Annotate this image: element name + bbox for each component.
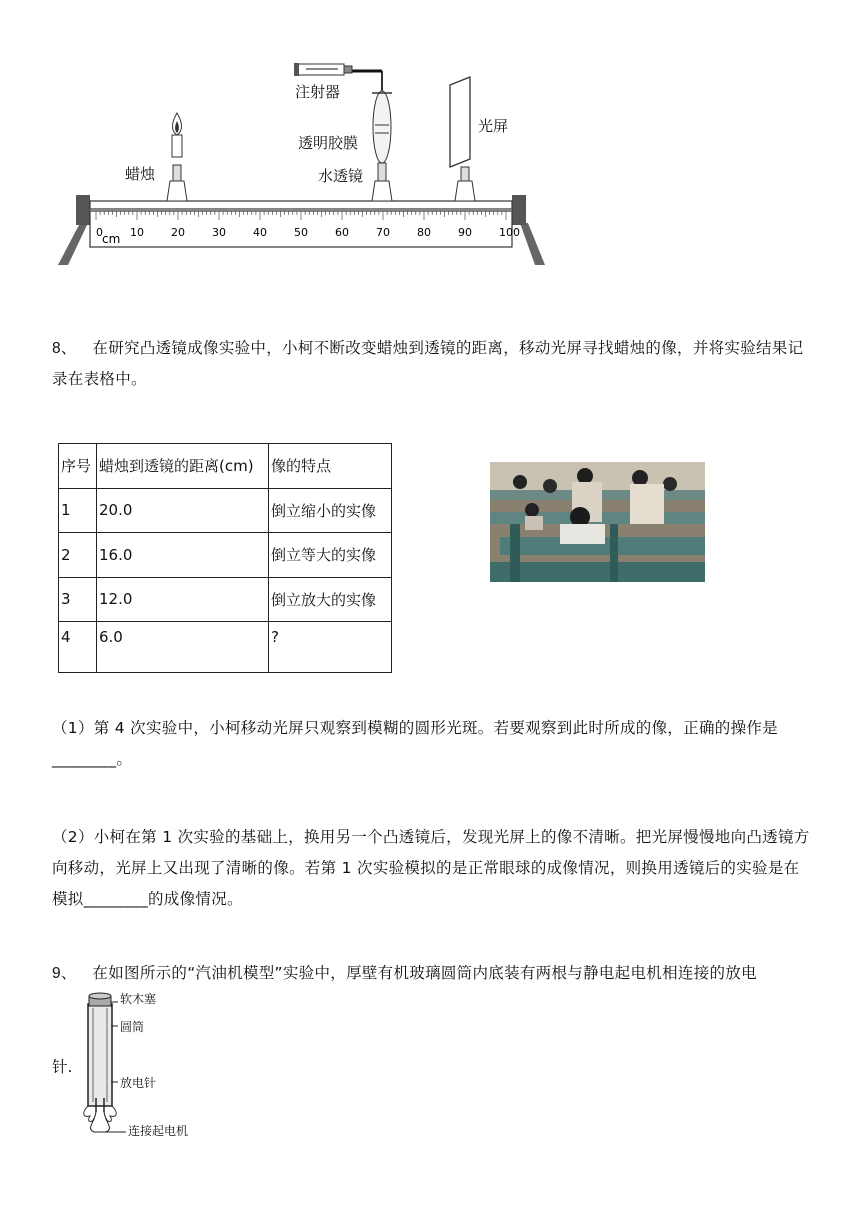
optical-bench-diagram <box>50 55 550 270</box>
label-screen: 光屏 <box>478 117 509 135</box>
q9-number: 9、 <box>52 965 77 982</box>
candle <box>172 135 182 157</box>
label-membrane: 透明胶膜 <box>298 134 359 152</box>
cylinder-svg <box>80 990 210 1140</box>
q8-stem <box>52 333 812 395</box>
results-table <box>58 443 392 673</box>
ruler-tick-label: 100 <box>499 226 520 239</box>
light-screen-holder <box>450 77 475 201</box>
q9-stem <box>52 958 812 989</box>
q9-text-end: 针. <box>52 1058 73 1076</box>
syringe <box>294 63 352 76</box>
ruler-tick-label: 80 <box>417 226 431 239</box>
table-header-cell: 序号 <box>59 444 97 489</box>
ruler-tick-label: 60 <box>335 226 349 239</box>
light-screen <box>450 77 470 167</box>
table-cell: 1 <box>59 488 97 533</box>
table-cell: 20.0 <box>97 488 269 533</box>
ruler-tick-label: 40 <box>253 226 267 239</box>
label-needle: 放电针 <box>120 1076 157 1090</box>
table-cell: 3 <box>59 577 97 622</box>
table-cell: 倒立等大的实像 <box>269 533 392 578</box>
table-cell: ? <box>269 622 392 673</box>
table-cell: 2 <box>59 533 97 578</box>
ruler-tick-label: 0 <box>96 226 103 239</box>
ruler-unit: cm <box>102 232 121 246</box>
q9-text: 在如图所示的“汽油机模型”实验中，厚壁有机玻璃圆筒内底装有两根与静电起电机相连接的放电 <box>92 964 757 982</box>
table-header-cell: 像的特点 <box>269 444 392 489</box>
label-candle: 蜡烛 <box>125 165 156 183</box>
right-end-block <box>512 195 526 225</box>
ruler-tick-label: 20 <box>171 226 185 239</box>
table-header-cell: 蜡烛到透镜的距离(cm) <box>97 444 269 489</box>
ruler-tick-label: 30 <box>212 226 226 239</box>
gasoline-engine-model-diagram <box>80 990 210 1140</box>
table-cell: 16.0 <box>97 533 269 578</box>
rail <box>90 201 512 209</box>
ruler-tick-label: 70 <box>376 226 390 239</box>
cylinder <box>88 1004 112 1106</box>
table-cell: 4 <box>59 622 97 673</box>
q8-number: 8、 <box>52 340 77 357</box>
table-cell: 12.0 <box>97 577 269 622</box>
table-header-row <box>59 444 392 489</box>
table-cell: 6.0 <box>97 622 269 673</box>
table-row <box>59 533 392 578</box>
ruler-tick-label: 50 <box>294 226 308 239</box>
q8-text: 在研究凸透镜成像实验中，小柯不断改变蜡烛到透镜的距离，移动光屏寻找蜡烛的像，并将实验结果记录在表格中。 <box>52 339 804 388</box>
label-connect: 连接起电机 <box>128 1124 189 1138</box>
label-syringe: 注射器 <box>295 83 341 101</box>
table-cell: 倒立缩小的实像 <box>269 488 392 533</box>
label-water-lens: 水透镜 <box>318 167 364 185</box>
table-cell: 倒立放大的实像 <box>269 577 392 622</box>
q8-sub1: （1）第 4 次实验中，小柯移动光屏只观察到模糊的圆形光斑。若要观察到此时所成的像，正确的操作是________。 <box>52 719 778 768</box>
water-lens <box>373 91 391 163</box>
table-row <box>59 577 392 622</box>
table-row <box>59 622 392 673</box>
candle-holder <box>167 113 187 201</box>
classroom-photo <box>490 462 705 582</box>
label-cylinder: 圆筒 <box>120 1020 145 1034</box>
q8-sub2: （2）小柯在第 1 次实验的基础上，换用另一个凸透镜后，发现光屏上的像不清晰。把光屏慢慢地向凸透镜方向移动，光屏上又出现了清晰的像。若第 1 次实验模拟的是正常眼球的成像情况，则换用透镜后的实验是在模拟________的成像情况。 <box>52 828 810 908</box>
left-end-block <box>76 195 90 225</box>
ruler-tick-label: 10 <box>130 226 144 239</box>
label-cork: 软木塞 <box>120 992 157 1006</box>
left-leg <box>58 223 88 265</box>
right-leg <box>520 223 545 265</box>
ruler-tick-label: 90 <box>458 226 472 239</box>
table-row <box>59 488 392 533</box>
